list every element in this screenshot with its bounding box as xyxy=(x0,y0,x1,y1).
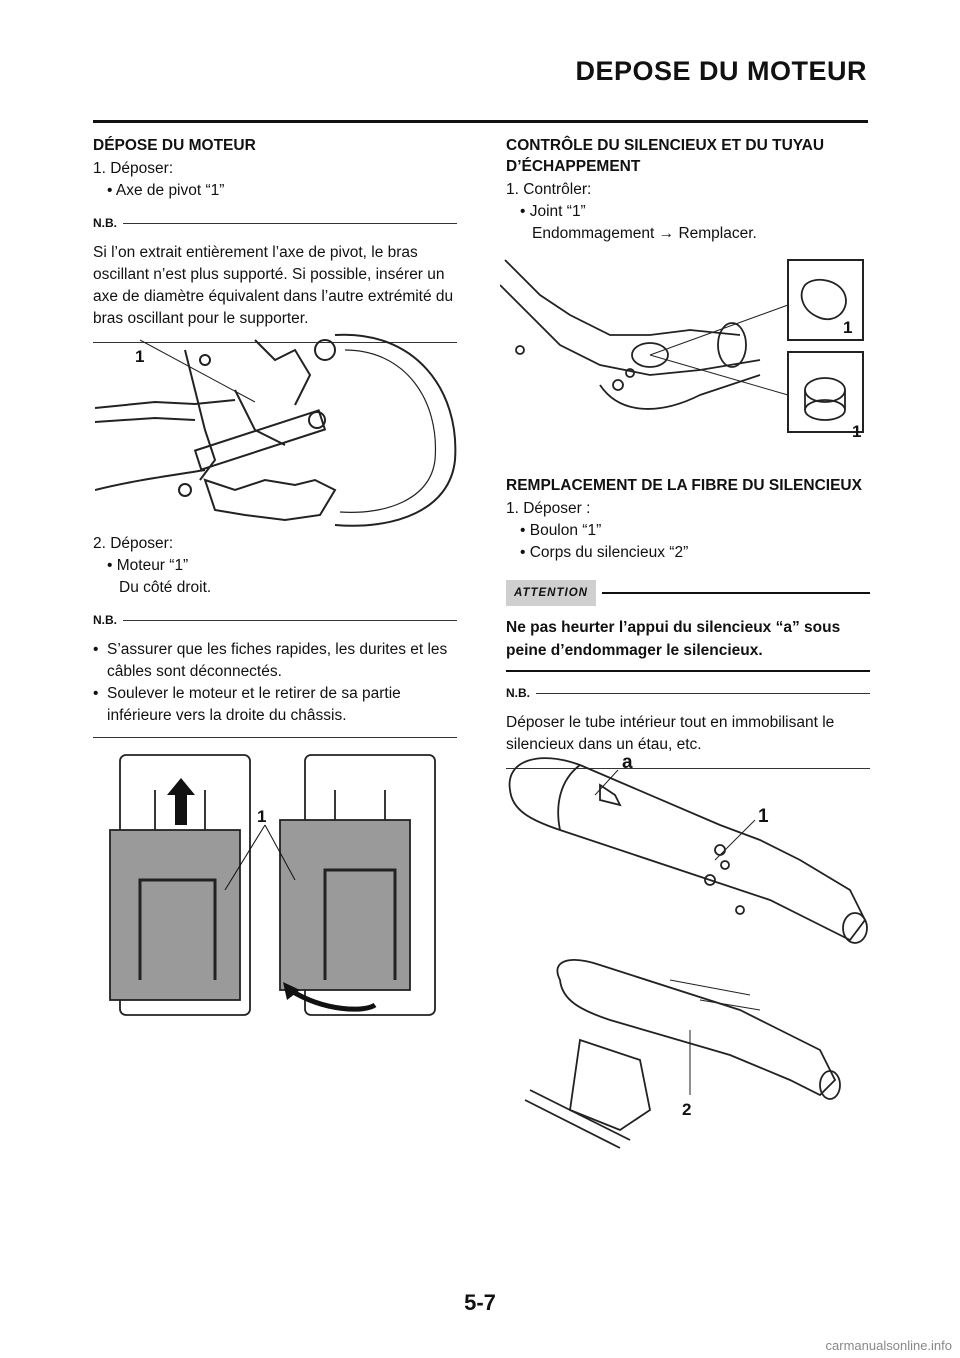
section-heading-muffler-check: CONTRÔLE DU SILENCIEUX ET DU TUYAU D’ÉCHAPPEMENT xyxy=(506,137,825,175)
replace-item-1: • Boulon “1” xyxy=(520,522,602,539)
step-1: 1. Déposer: xyxy=(93,160,174,177)
check-step-1: 1. Contrôler: xyxy=(506,181,592,198)
watermark: carmanualsonline.info xyxy=(825,1338,952,1353)
figure-label-a: a xyxy=(622,752,633,773)
muffler-vise-figure xyxy=(500,750,870,1150)
step-2-sub: Du côté droit. xyxy=(119,579,212,596)
figure-label-engine: 1 xyxy=(257,807,267,826)
pivot-axle-figure xyxy=(95,330,460,530)
step-2-item: • Moteur “1” xyxy=(107,557,189,574)
figure-label-body-2: 2 xyxy=(682,1100,692,1119)
attention-text: Ne pas heurter l’appui du silencieux “a” sous peine d’endommager le silencieux. xyxy=(506,619,841,659)
right-column xyxy=(506,135,870,245)
right-column-lower xyxy=(506,475,870,777)
note-text: Si l’on extrait entièrement l’axe de pivot, le bras oscillant n’est plus supporté. Si possible, insérer un axe de diamètre équivalent dans l’autre extrémité du bras oscillant pour le supporter. xyxy=(93,244,454,327)
page-title: DEPOSE DU MOTEUR xyxy=(575,56,867,86)
note-label: N.B. xyxy=(93,216,117,230)
engine-removal-figure xyxy=(95,750,460,1020)
section-heading-fiber-replacement: REMPLACEMENT DE LA FIBRE DU SILENCIEUX xyxy=(506,477,862,494)
note-label-3: N.B. xyxy=(506,686,530,700)
figure-label-1: 1 xyxy=(135,347,145,366)
page-number: 5-7 xyxy=(464,1290,496,1315)
attention-end-rule xyxy=(506,670,870,672)
attention-badge: ATTENTION xyxy=(506,580,596,606)
left-column xyxy=(93,135,457,351)
title-rule xyxy=(93,120,868,123)
note-header-3 xyxy=(506,682,870,704)
note-item: • Soulever le moteur et le retirer de sa partie inférieure vers la droite du châssis. xyxy=(93,685,401,724)
attention-header xyxy=(506,580,870,606)
note-header-2 xyxy=(93,609,457,631)
exhaust-gasket-figure xyxy=(500,255,870,445)
note-header xyxy=(93,212,457,234)
figure-label-bolt-1: 1 xyxy=(758,806,769,827)
replace-item-2: • Corps du silencieux “2” xyxy=(520,544,689,561)
note-item: • S’assurer que les fiches rapides, les durites et les câbles sont déconnectés. xyxy=(93,641,448,680)
check-step-1-item: • Joint “1” xyxy=(520,203,586,220)
check-step-1-sub: Endommagement → Remplacer. xyxy=(532,225,757,242)
figure-label-gasket-1: 1 xyxy=(843,318,853,337)
note-text-3: Déposer le tube intérieur tout en immobilisant le silencieux dans un étau, etc. xyxy=(506,714,835,753)
note-label-2: N.B. xyxy=(93,613,117,627)
section-heading-engine-removal: DÉPOSE DU MOTEUR xyxy=(93,137,256,154)
figure-label-gasket-2: 1 xyxy=(852,422,862,441)
step-1-item: • Axe de pivot “1” xyxy=(107,182,225,199)
step-2: 2. Déposer: xyxy=(93,535,174,552)
note-end-rule-2 xyxy=(93,737,457,738)
left-column-lower xyxy=(93,533,457,746)
replace-step-1: 1. Déposer : xyxy=(506,500,591,517)
